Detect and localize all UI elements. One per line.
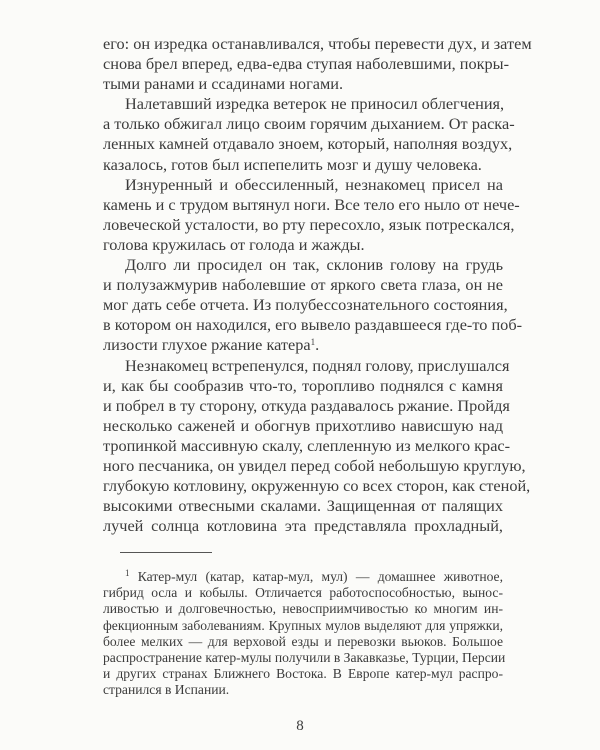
text-line: Изнуренный и обессиленный, незнакомец присел на [125,174,503,194]
text-line: Налетавший изредка ветерок не приносил облегчения, [125,94,505,114]
text-line: высокими отвесными скалами. Защищенная от палящих [103,496,503,516]
footnote-line: фекционным заболеваниям. Крупных мулов выделяют для упряжки, [103,617,503,633]
text-line: голова кружилась от голода и жажды. [103,234,365,254]
footnote-marker: 1 [125,568,130,578]
text-line: Незнакомец встрепенулся, поднял голову, прислушался [125,355,510,375]
text-line: ловеческой усталости, во рту пересохло, язык потрескался, [103,214,515,234]
text-line: камень и с трудом вытянул ноги. Все тело его ныло от нече- [103,194,520,214]
text-line: казалось, готов был испепелить мозг и душу человека. [103,154,482,174]
text-line: и, как бы сообразив что-то, торопливо поднялся с камня [103,375,503,395]
footnote-line: гибрид осла и кобылы. Отличается работоспособностью, вынос- [103,585,503,601]
footnote-reference[interactable]: 1 [310,337,316,348]
footnote-line: распространение катер-мулы получили в Закавказье, Турции, Персии [103,649,506,665]
page-number: 8 [296,718,304,734]
footnote-divider [120,552,212,553]
text-line: в котором он находился, его вывело раздавшееся где-то поб- [103,315,523,335]
footnote-line: странился в Испании. [103,682,230,698]
footnote-line-content: Катер-мул (катар, катар-мул, мул) — домашнее животное, [137,569,503,584]
text-line: ленных камней отдавало зноем, который, наполняя воздух, [103,134,513,154]
text-line: Долго ли просидел он так, склонив голову на грудь [125,255,503,275]
text-line: несколько саженей и обогнув прихотливо нависшую над [103,415,503,435]
text-line: снова брел вперед, едва-едва ступая наболевшими, покры- [103,54,510,74]
text-line: тропинкой массивную скалу, слепленную из мелкого крас- [103,435,511,455]
text-line: лизости глухое ржание катера$^1$. [103,335,320,355]
text-line: и полузажмурив наболевшие от яркого света глаза, он не [103,275,503,295]
footnote-line: более мелких — для верховой езды и перевозки вьюков. Большое [103,633,503,649]
main-text [103,34,532,536]
text-line: глубокую котловину, окруженную со всех сторон, как стеной, [103,476,531,496]
text-line: а только обжигал лицо своим горячим дыханием. От раска- [103,114,515,134]
text-line: и побрел в ту сторону, откуда раздавалось ржание. Пройдя [103,395,510,415]
footnote [103,568,506,699]
text-line-content: лизости глухое ржание катера [103,335,311,355]
footnote-line: ливостью и долговечностью, невосприимчивостью ко многим ин- [103,601,503,617]
text-line: тыми ранами и ссадинами ногами. [103,74,344,94]
text-line: его: он изредка останавливался, чтобы перевести дух, и затем [103,34,532,53]
text-line: ного песчаника, он увидел перед собой небольшую круглую, [103,455,526,475]
footnote-line [103,569,503,585]
footnote-line: и других странах Ближнего Востока. В Европе катер-мул распро- [103,666,503,682]
text-line: лучей солнца котловина эта представляла прохладный, [103,516,503,536]
text-line: мог дать себе отчета. Из полубессознательного состояния, [103,295,508,315]
